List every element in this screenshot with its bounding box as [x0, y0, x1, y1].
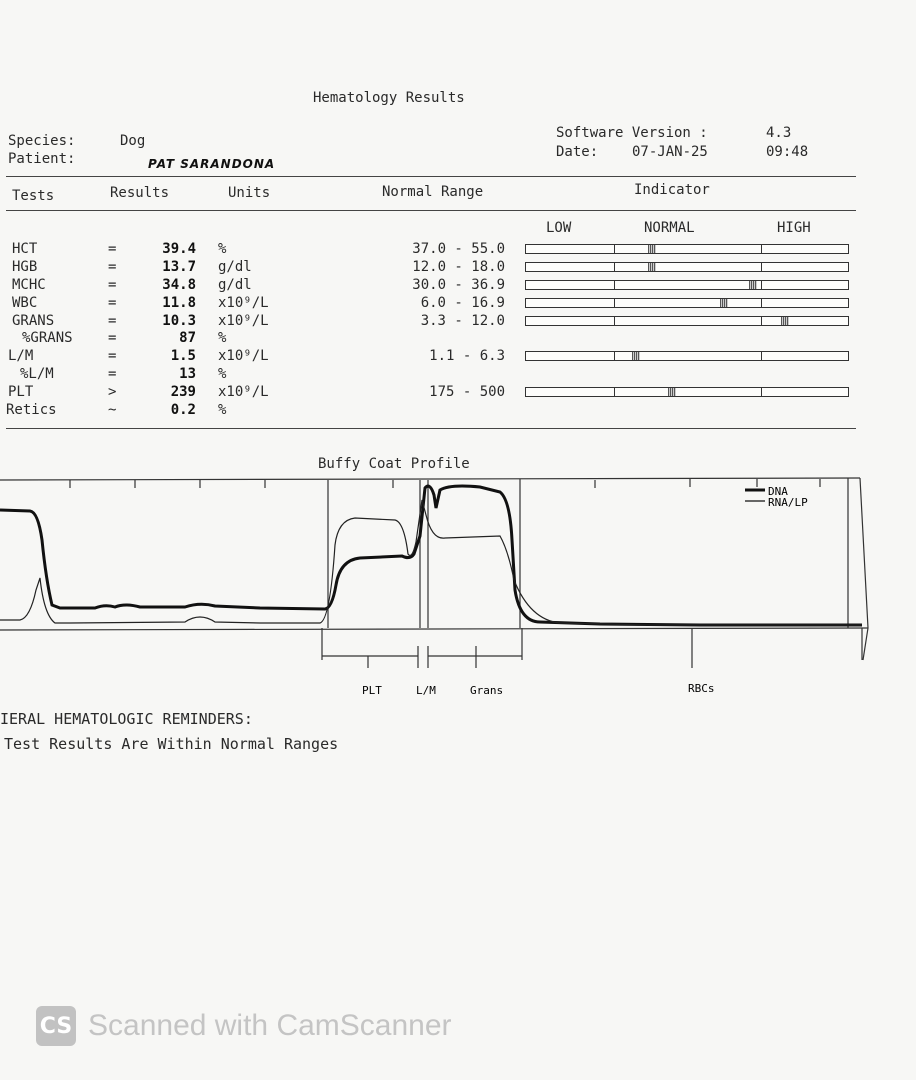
indicator-low-divider: [614, 262, 615, 272]
indicator-marker: [648, 263, 656, 271]
row-operator: =: [108, 277, 117, 293]
row-normal-range: 12.0 - 18.0: [412, 259, 505, 275]
region-label-plt: PLT: [362, 684, 382, 697]
patient-label: Patient:: [8, 151, 76, 167]
reminders-heading: IERAL HEMATOLOGIC REMINDERS:: [0, 710, 253, 728]
row-test-name: %GRANS: [22, 330, 73, 346]
date-value: 07-JAN-25: [632, 144, 708, 160]
indicator-marker: [720, 299, 728, 307]
chart-top-border: [0, 478, 860, 480]
indicator-high-divider: [761, 351, 762, 361]
row-operator: =: [108, 313, 117, 329]
buffy-coat-title: Buffy Coat Profile: [318, 456, 470, 472]
scale-high: HIGH: [777, 220, 811, 236]
row-operator: =: [108, 366, 117, 382]
row-indicator-bar: [525, 298, 849, 308]
software-value: 4.3: [766, 125, 792, 141]
camscanner-watermark: [36, 1006, 452, 1046]
row-result: 10.3: [162, 313, 196, 329]
patient-value: PAT SARANDONA: [148, 157, 276, 171]
row-operator: >: [108, 384, 117, 400]
row-operator: =: [108, 348, 117, 364]
row-indicator-bar: [525, 280, 849, 290]
indicator-low-divider: [614, 244, 615, 254]
indicator-high-divider: [761, 280, 762, 290]
chart-bottom-ticks: [322, 628, 862, 668]
indicator-marker: [781, 317, 789, 325]
row-operator: =: [108, 330, 117, 346]
row-operator: =: [108, 259, 117, 275]
row-unit: x10⁹/L: [218, 384, 269, 400]
indicator-low-divider: [614, 387, 615, 397]
row-normal-range: 37.0 - 55.0: [412, 241, 505, 257]
indicator-low-divider: [614, 316, 615, 326]
divider: [6, 176, 856, 177]
divider: [6, 428, 856, 429]
row-result: 87: [179, 330, 196, 346]
row-operator: ~: [108, 402, 117, 418]
indicator-low-divider: [614, 298, 615, 308]
indicator-marker: [648, 245, 656, 253]
row-indicator-bar: [525, 244, 849, 254]
row-unit: %: [218, 366, 227, 382]
row-result: 239: [170, 384, 196, 400]
row-unit: %: [218, 402, 227, 418]
row-normal-range: 1.1 - 6.3: [429, 348, 505, 364]
software-label: Software Version :: [556, 125, 708, 141]
indicator-high-divider: [761, 262, 762, 272]
row-test-name: WBC: [12, 295, 38, 311]
row-unit: g/dl: [218, 277, 252, 293]
row-unit: %: [218, 241, 227, 257]
row-test-name: L/M: [8, 348, 34, 364]
row-result: 0.2: [170, 402, 196, 418]
legend-rna: RNA/LP: [768, 496, 808, 509]
row-unit: x10⁹/L: [218, 295, 269, 311]
indicator-high-divider: [761, 298, 762, 308]
header-units: Units: [228, 185, 271, 201]
row-test-name: HGB: [12, 259, 38, 275]
row-normal-range: 30.0 - 36.9: [412, 277, 505, 293]
camscanner-logo-icon: CS: [36, 1006, 76, 1046]
row-indicator-bar: [525, 351, 849, 361]
row-unit: x10⁹/L: [218, 313, 269, 329]
row-unit: x10⁹/L: [218, 348, 269, 364]
row-result: 39.4: [162, 241, 196, 257]
row-test-name: Retics: [6, 402, 57, 418]
scale-normal: NORMAL: [644, 220, 695, 236]
header-normal-range: Normal Range: [382, 184, 484, 200]
row-result: 13.7: [162, 259, 196, 275]
indicator-low-divider: [614, 351, 615, 361]
row-test-name: GRANS: [12, 313, 55, 329]
dna-curve: [0, 486, 862, 625]
header-tests: Tests: [12, 188, 55, 204]
legend-dna: DNA: [768, 485, 788, 498]
scale-low: LOW: [546, 220, 572, 236]
species-value: Dog: [120, 133, 146, 149]
row-result: 1.5: [170, 348, 196, 364]
indicator-low-divider: [614, 280, 615, 290]
divider: [6, 210, 856, 211]
indicator-high-divider: [761, 316, 762, 326]
row-test-name: HCT: [12, 241, 38, 257]
row-test-name: MCHC: [12, 277, 46, 293]
row-operator: =: [108, 241, 117, 257]
header-results: Results: [110, 185, 170, 201]
chart-baseline: [0, 628, 868, 630]
row-indicator-bar: [525, 262, 849, 272]
row-test-name: PLT: [8, 384, 34, 400]
row-unit: g/dl: [218, 259, 252, 275]
species-label: Species:: [8, 133, 76, 149]
row-indicator-bar: [525, 387, 849, 397]
date-label: Date:: [556, 144, 599, 160]
row-unit: %: [218, 330, 227, 346]
time-value: 09:48: [766, 144, 809, 160]
row-test-name: %L/M: [20, 366, 54, 382]
row-indicator-bar: [525, 316, 849, 326]
indicator-high-divider: [761, 244, 762, 254]
region-label-grans: Grans: [470, 684, 504, 697]
chart-right-border: [860, 478, 868, 660]
indicator-marker: [632, 352, 640, 360]
row-normal-range: 175 - 500: [429, 384, 505, 400]
buffy-coat-chart: [0, 470, 916, 710]
row-normal-range: 3.3 - 12.0: [420, 313, 505, 329]
report-title: Hematology Results: [313, 90, 465, 106]
row-result: 13: [179, 366, 196, 382]
row-operator: =: [108, 295, 117, 311]
row-normal-range: 6.0 - 16.9: [420, 295, 505, 311]
indicator-marker: [749, 281, 757, 289]
header-indicator: Indicator: [634, 182, 710, 198]
row-result: 34.8: [162, 277, 196, 293]
indicator-high-divider: [761, 387, 762, 397]
camscanner-text: Scanned with CamScanner: [88, 1009, 452, 1042]
region-label-rbcs: RBCs: [688, 682, 715, 695]
region-label-lm: L/M: [416, 684, 436, 697]
row-result: 11.8: [162, 295, 196, 311]
reminders-text: Test Results Are Within Normal Ranges: [4, 735, 339, 753]
indicator-marker: [668, 388, 676, 396]
